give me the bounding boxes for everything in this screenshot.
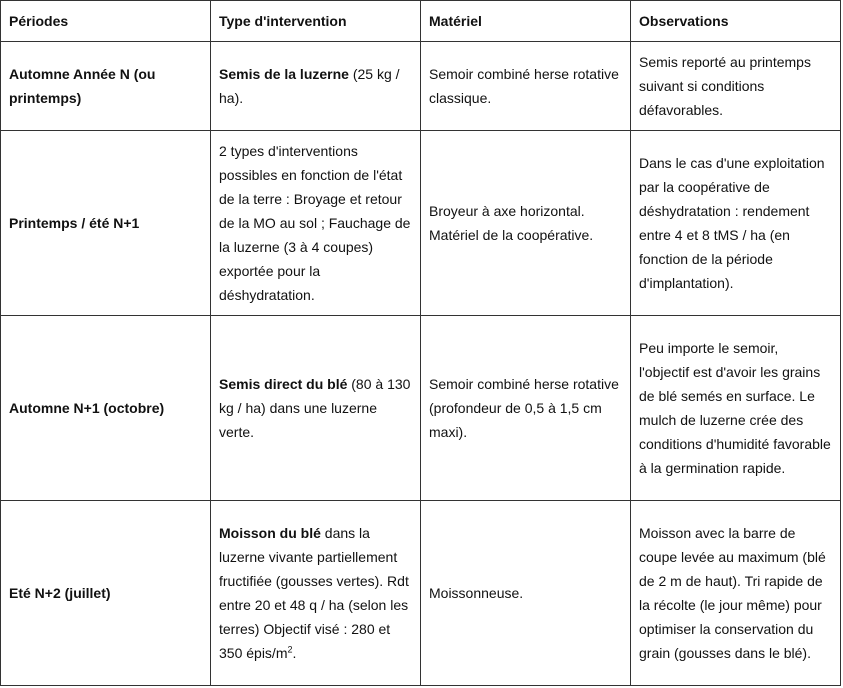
observations-cell: Dans le cas d'une exploitation par la coopérative de déshydratation : rendement entre 4 et 8 tMS / ha (en fonction de la période d'implantation). bbox=[631, 131, 841, 316]
observations-cell: Peu importe le semoir, l'objectif est d'avoir les grains de blé semés en surface. Le mulch de luzerne crée des conditions d'humidité favorable à la germination rapide. bbox=[631, 316, 841, 501]
header-materiel: Matériel bbox=[421, 1, 631, 42]
intervention-cell bbox=[211, 42, 421, 131]
period-cell: Printemps / été N+1 bbox=[1, 131, 211, 316]
table-row bbox=[1, 501, 841, 686]
intervention-cell bbox=[211, 131, 421, 316]
table-row bbox=[1, 131, 841, 316]
header-periodes: Périodes bbox=[1, 1, 211, 42]
intervention-cell bbox=[211, 316, 421, 501]
intervention-cell bbox=[211, 501, 421, 686]
intervention-text: 2 types d'interventions possibles en fonction de l'état de la terre : Broyage et retour de la MO au sol ; Fauchage de la luzerne (3 à 4 coupes) exportée pour la déshydratation. bbox=[219, 143, 411, 303]
header-type-intervention: Type d'intervention bbox=[211, 1, 421, 42]
period-cell: Automne N+1 (octobre) bbox=[1, 316, 211, 501]
period-cell: Eté N+2 (juillet) bbox=[1, 501, 211, 686]
intervention-text: (80 à 130 kg / ha) dans une luzerne verte. bbox=[219, 376, 411, 440]
superscript-two: 2 bbox=[287, 644, 293, 655]
intervention-end: . bbox=[292, 645, 297, 661]
header-observations: Observations bbox=[631, 1, 841, 42]
intervention-bold: Semis direct du blé bbox=[219, 376, 348, 392]
materiel-cell: Semoir combiné herse rotative classique. bbox=[421, 42, 631, 131]
intervention-bold: Moisson du blé bbox=[219, 525, 321, 541]
materiel-cell: Moissonneuse. bbox=[421, 501, 631, 686]
intervention-text: (25 kg / ha). bbox=[219, 66, 400, 106]
table-row bbox=[1, 316, 841, 501]
table-row bbox=[1, 42, 841, 131]
observations-cell: Semis reporté au printemps suivant si conditions défavorables. bbox=[631, 42, 841, 131]
materiel-cell: Semoir combiné herse rotative (profondeur de 0,5 à 1,5 cm maxi). bbox=[421, 316, 631, 501]
intervention-bold: Semis de la luzerne bbox=[219, 66, 349, 82]
observations-cell: Moisson avec la barre de coupe levée au maximum (blé de 2 m de haut). Tri rapide de la récolte (le jour même) pour optimiser la conservation du grain (gousses dans le blé). bbox=[631, 501, 841, 686]
period-cell: Automne Année N (ou printemps) bbox=[1, 42, 211, 131]
intervention-text: dans la luzerne vivante partiellement fructifiée (gousses vertes). Rdt entre 20 et 48 q / ha (selon les terres) Objectif visé : 280 et 350 épis/m bbox=[219, 525, 409, 661]
header-row bbox=[1, 1, 841, 42]
materiel-cell: Broyeur à axe horizontal. Matériel de la coopérative. bbox=[421, 131, 631, 316]
